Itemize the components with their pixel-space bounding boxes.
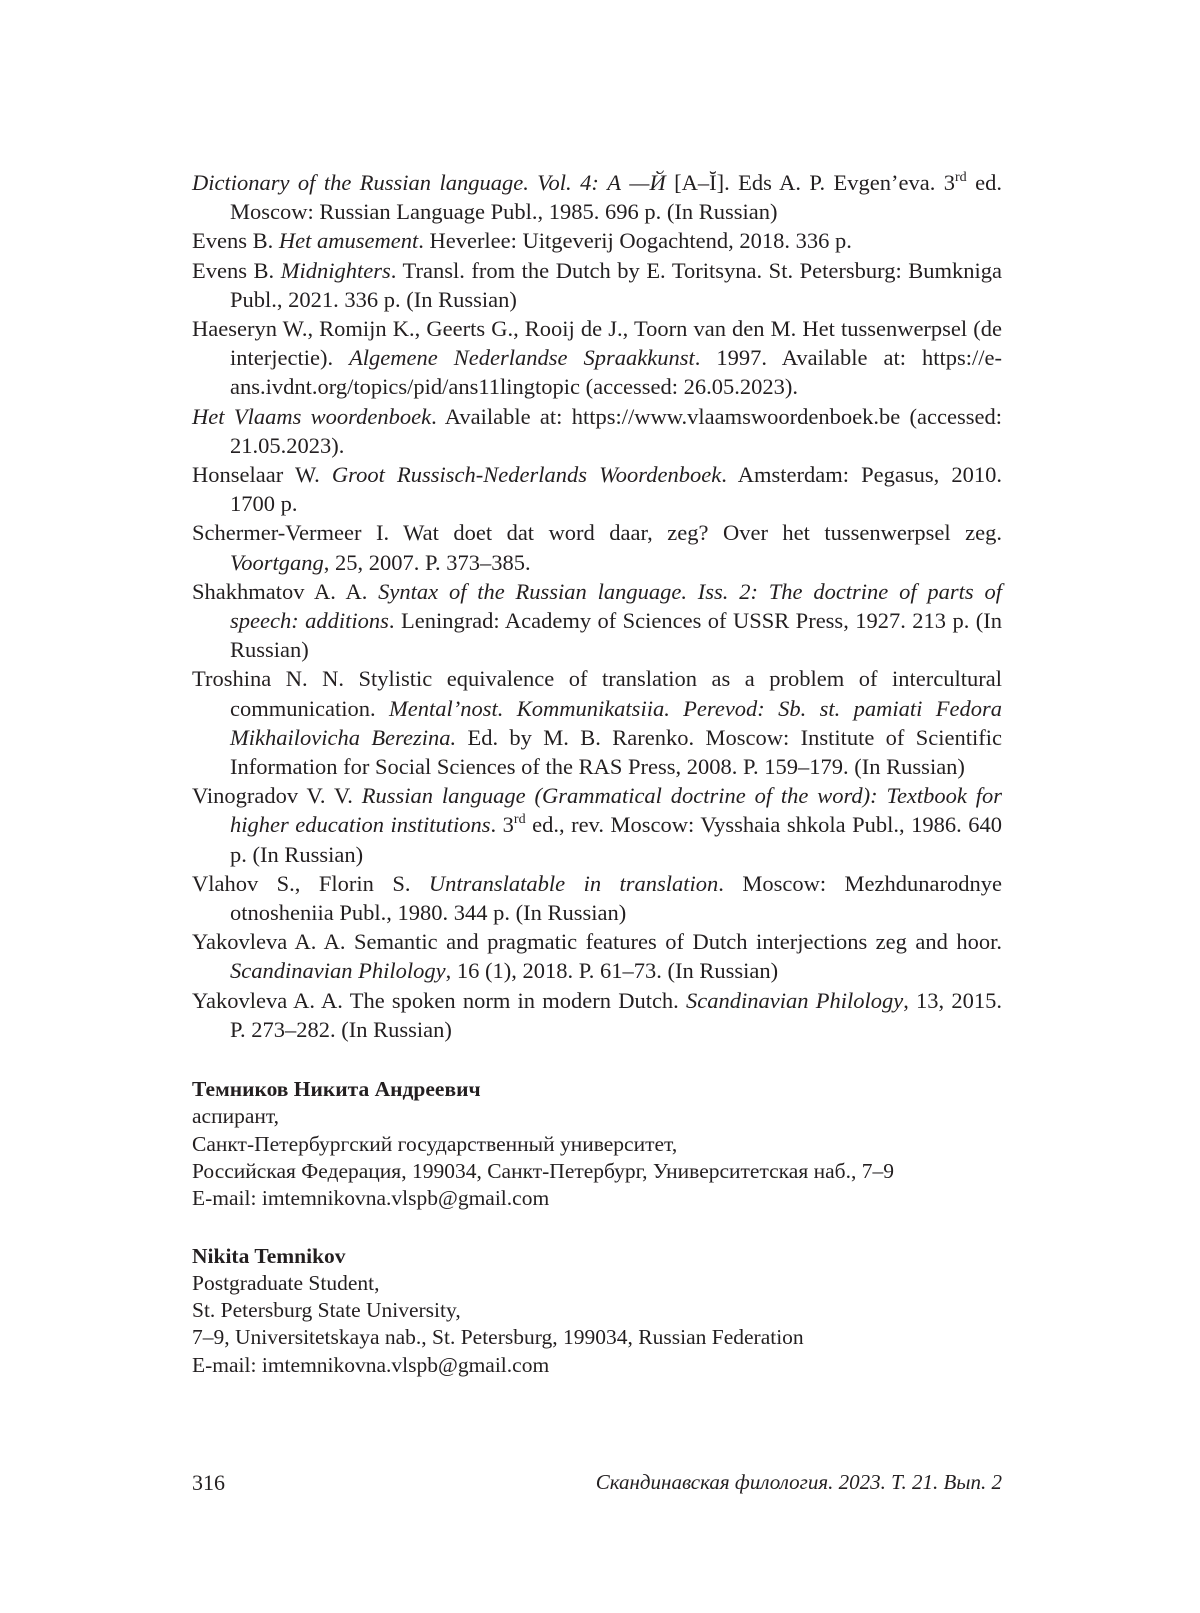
reference-text: ed. Moscow: Russian Language Publ., 1985. 696 p. (In Russian) xyxy=(230,170,1002,225)
reference-entry xyxy=(192,518,1002,576)
reference-text: Shakhmatov A. A. xyxy=(192,578,379,604)
reference-text: Evens B. xyxy=(192,257,281,283)
author-email: E-mail: imtemnikovna.vlspb@gmail.com xyxy=(192,1186,550,1211)
reference-entry xyxy=(192,168,1002,226)
reference-text: Troshina N. N. Stylistic equivalence of translation as a problem of intercultural communication. xyxy=(192,666,1002,721)
reference-text: Yakovleva A. A. Semantic and pragmatic features of Dutch interjections zeg and hoor. xyxy=(192,929,1002,955)
reference-entry xyxy=(192,664,1002,781)
reference-text: , 13, 2015. P. 273–282. (In Russian) xyxy=(230,987,1002,1042)
reference-superscript: rd xyxy=(513,812,526,828)
reference-entry xyxy=(192,226,1002,255)
author-affiliation: Санкт-Петербургский государственный университет, xyxy=(192,1131,678,1156)
reference-text: Haeseryn W., Romijn K., Geerts G., Rooij de J., Toorn van den M. Het tussenwerpsel (de interjectie). xyxy=(192,316,1002,371)
reference-text: Schermer-Vermeer I. Wat doet dat word daar, zeg? Over het tussenwerpsel zeg. xyxy=(192,520,1002,546)
author-address: Российская Федерация, 199034, Санкт-Петербург, Университетская наб., 7–9 xyxy=(192,1158,894,1183)
reference-title: Het amusement xyxy=(278,228,419,254)
reference-title: Algemene Nederlandse Spraakkunst xyxy=(349,345,695,371)
reference-text: ed., rev. Moscow: Vysshaia shkola Publ., 1986. 640 p. (In Russian) xyxy=(230,812,1002,867)
reference-text: . Amsterdam: Pegasus, 2010. 1700 p. xyxy=(230,462,1003,517)
reference-title: Voortgang xyxy=(230,549,324,575)
reference-text: Honselaar W. xyxy=(192,462,332,488)
author-address: 7–9, Universitetskaya nab., St. Petersburg, 199034, Russian Federation xyxy=(192,1325,804,1350)
reference-title: Scandinavian Philology xyxy=(686,987,904,1013)
reference-text: . 1997. Available at: https://e-ans.ivdnt.org/topics/pid/ans11lingtopic (accessed: 26.05.2023). xyxy=(230,345,1002,400)
reference-title: Untranslatable in translation xyxy=(428,870,719,896)
reference-title: Scandinavian Philology xyxy=(230,958,446,984)
reference-entry xyxy=(192,986,1002,1044)
reference-text: Vlahov S., Florin S. xyxy=(192,870,429,896)
reference-text: . Leningrad: Academy of Sciences of USSR Press, 1927. 213 p. (In Russian) xyxy=(230,608,1003,663)
page-number: 316 xyxy=(192,1470,225,1495)
author-email: E-mail: imtemnikovna.vlspb@gmail.com xyxy=(192,1352,550,1377)
reference-entry xyxy=(192,927,1002,985)
reference-title: Het Vlaams woordenboek xyxy=(192,403,432,429)
reference-text: Ed. by M. B. Rarenko. Moscow: Institute of Scientific Information for Social Sciences of the RAS Press, 2008. P. 159–179. (In Russian) xyxy=(230,724,1002,780)
reference-entry xyxy=(192,869,1002,927)
reference-entry xyxy=(192,460,1002,518)
reference-text: . Available at: https://www.vlaamswoordenboek.be (accessed: 21.05.2023). xyxy=(230,403,1003,458)
author-affiliation: St. Petersburg State University, xyxy=(192,1298,461,1323)
author-name: Темников Никита Андреевич xyxy=(192,1077,481,1102)
author-name: Nikita Temnikov xyxy=(192,1243,346,1268)
reference-text: , 16 (1), 2018. P. 61–73. (In Russian) xyxy=(445,958,779,984)
journal-title: Скандинавская филология. 2023. Т. 21. Вып. 2 xyxy=(595,1470,1002,1494)
reference-text: . 3 xyxy=(490,812,514,838)
author-info-russian xyxy=(192,1076,1002,1212)
author-position: Postgraduate Student, xyxy=(192,1270,380,1295)
reference-entry xyxy=(192,577,1002,665)
reference-title: Groot Russisch-Nederlands Woordenboek xyxy=(331,462,722,488)
reference-text: Yakovleva A. A. The spoken norm in modern Dutch. xyxy=(192,987,687,1013)
reference-entry xyxy=(192,314,1002,402)
reference-text: . Moscow: Mezhdunarodnye otnosheniia Publ., 1980. 344 p. (In Russian) xyxy=(230,870,1002,926)
reference-text: Vinogradov V. V. xyxy=(192,783,362,809)
reference-text: Evens B. xyxy=(192,228,279,254)
reference-list xyxy=(192,168,1002,1044)
author-position: аспирант, xyxy=(192,1104,280,1129)
reference-text: . Heverlee: Uitgeverij Oogachtend, 2018. 336 p. xyxy=(418,228,852,254)
reference-title: Midnighters xyxy=(280,257,391,283)
reference-text: , 25, 2007. P. 373–385. xyxy=(323,549,531,575)
reference-text: [A–Ĭ]. Eds A. P. Evgen’eva. 3 xyxy=(665,170,956,195)
page-content xyxy=(192,168,1002,1379)
reference-text: . Transl. from the Dutch by E. Toritsyna. St. Petersburg: Bumkniga Publ., 2021. 336 p. (In Russian) xyxy=(230,257,1002,312)
reference-entry xyxy=(192,256,1002,314)
reference-entry xyxy=(192,781,1002,869)
author-info-english xyxy=(192,1243,1002,1379)
reference-title: Dictionary of the Russian language. Vol. 4: А —Й xyxy=(192,170,666,195)
reference-entry xyxy=(192,402,1002,460)
page-footer xyxy=(192,1470,1002,1504)
reference-title: Syntax of the Russian language. Iss. 2: The doctrine of parts of speech: additions xyxy=(230,578,1002,634)
reference-title: Mental’nost. Kommunikatsiia. Perevod: Sb. st. pamiati Fedora Mikhailovicha Berezina. xyxy=(230,695,1002,750)
reference-title: Russian language (Grammatical doctrine of the word): Textbook for higher education institutions xyxy=(230,783,1003,838)
reference-superscript: rd xyxy=(955,170,967,185)
